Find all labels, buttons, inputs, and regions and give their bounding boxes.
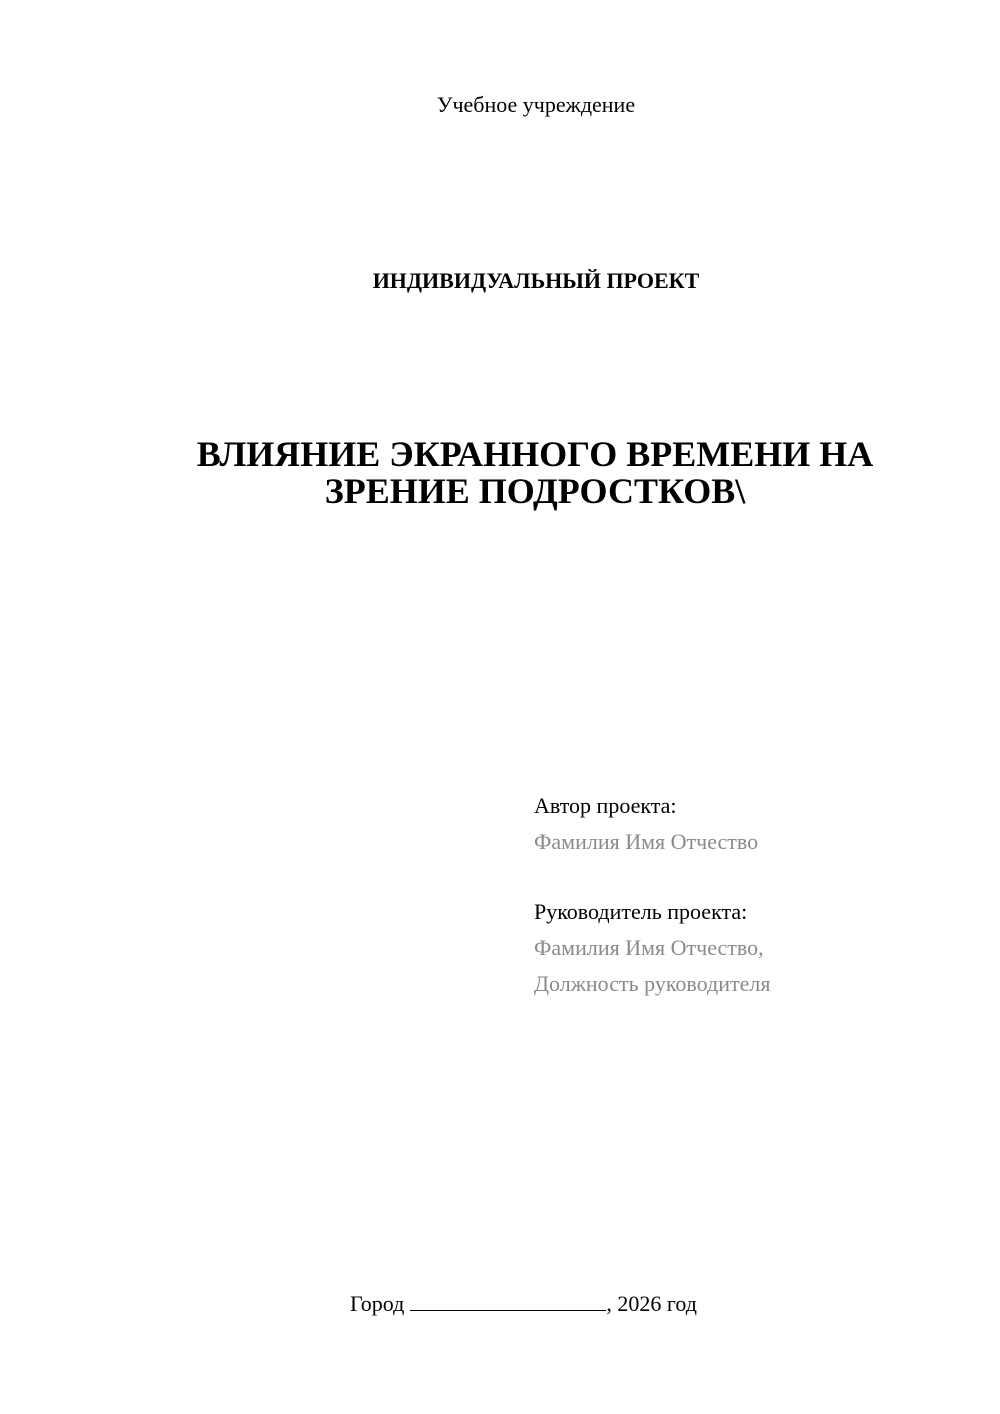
supervisor-position: Должность руководителя — [534, 971, 771, 996]
project-title-line-2: ЗРЕНИЕ ПОДРОСТКОВ\ — [324, 471, 746, 511]
project-info-block — [534, 788, 974, 1002]
project-title — [150, 436, 920, 510]
supervisor-label: Руководитель проекта: — [534, 899, 748, 924]
author-label: Автор проекта: — [534, 793, 677, 818]
project-title-line-1: ВЛИЯНИЕ ЭКРАННОГО ВРЕМЕНИ НА — [196, 434, 874, 474]
year-text: , 2026 год — [606, 1291, 697, 1316]
supervisor-name: Фамилия Имя Отчество, — [534, 935, 764, 960]
info-spacer — [534, 860, 974, 894]
institution-name: Учебное учреждение — [436, 92, 636, 117]
city-label: Город — [350, 1291, 405, 1316]
city-year-line — [350, 1290, 850, 1318]
city-blank-line — [410, 1290, 606, 1311]
author-name: Фамилия Имя Отчество — [534, 829, 759, 854]
project-type-heading: ИНДИВИДУАЛЬНЫЙ ПРОЕКТ — [372, 268, 700, 293]
